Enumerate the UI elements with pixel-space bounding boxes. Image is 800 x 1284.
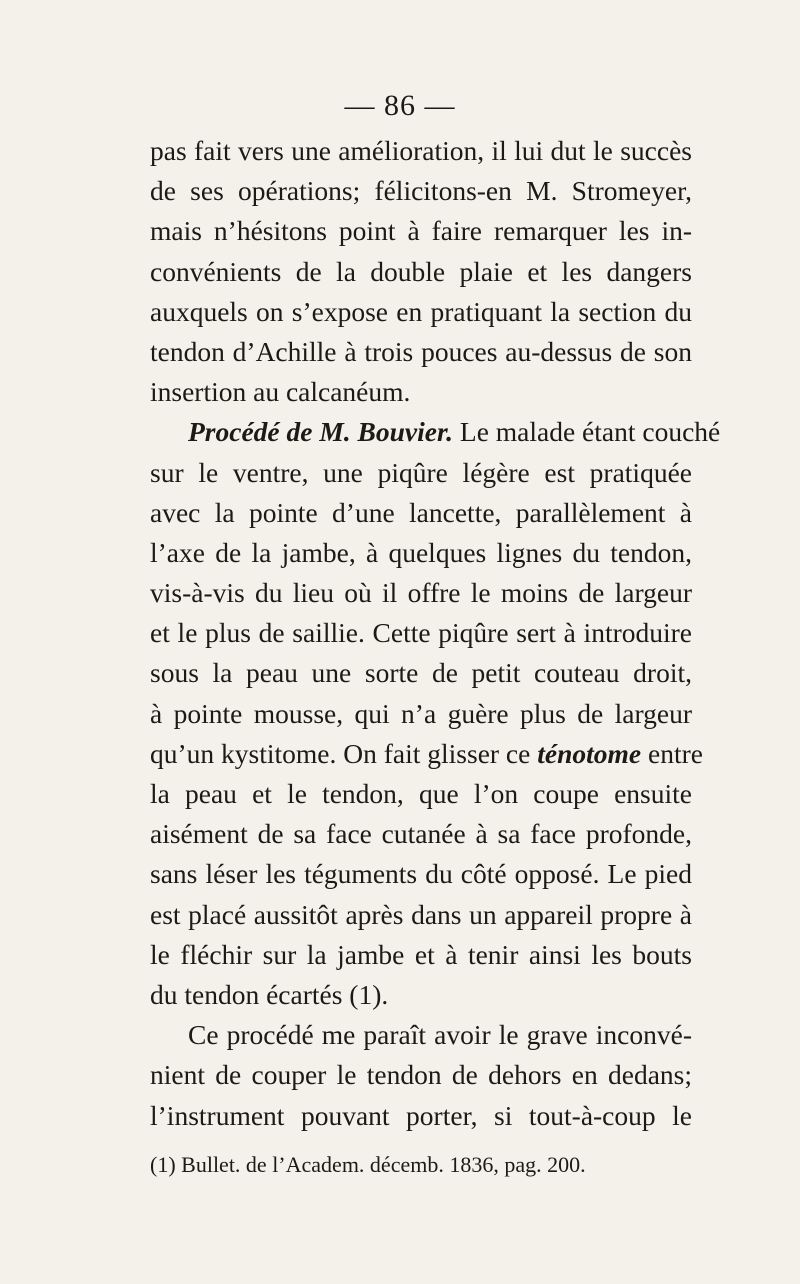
text-line: le fléchir sur la jambe et à tenir ainsi les bouts xyxy=(150,938,692,970)
text-line: l’instrument pouvant porter, si tout-à-coup le xyxy=(150,1099,692,1131)
text-line: mais n’hésitons point à faire remarquer les in- xyxy=(150,215,692,247)
text-line: aisément de sa face cutanée à sa face profonde, xyxy=(150,818,692,850)
tenotome-line-before: qu’un kystitome. On fait glisser ce xyxy=(150,737,538,769)
text-line: et le plus de saillie. Cette piqûre sert à introduire xyxy=(150,617,692,649)
footnote: (1) Bullet. de l’Academ. décemb. 1836, pag. 200. xyxy=(150,1152,586,1177)
text-line: sans léser les téguments du côté opposé. Le pied xyxy=(150,858,692,890)
text-line: du tendon écartés (1). xyxy=(150,978,389,1010)
tenotome-line xyxy=(150,734,703,774)
text-line: avec la pointe d’une lancette, parallèlement à xyxy=(150,496,692,528)
page-number: — 86 — xyxy=(344,89,456,122)
text-line: est placé aussitôt après dans un appareil propre à xyxy=(150,898,692,930)
text-line: convénients de la double plaie et les dangers xyxy=(150,255,692,287)
text-line: la peau et le tendon, que l’on coupe ensuite xyxy=(150,778,692,809)
text-line: l’axe de la jambe, à quelques lignes du tendon, xyxy=(150,536,692,568)
text-line: de ses opérations; félicitons-en M. Stromeyer, xyxy=(150,175,692,207)
text-line: Ce procédé me paraît avoir le grave inconvé- xyxy=(188,1019,692,1051)
text-line: vis-à-vis du lieu où il offre le moins de largeur xyxy=(150,577,692,609)
text-line: pas fait vers une amélioration, il lui dut le succès xyxy=(150,135,692,166)
text-line: insertion au calcanéum. xyxy=(150,376,411,408)
section-first-line-text: Le malade étant couché xyxy=(453,416,721,448)
text-line: à pointe mousse, qui n’a guère plus de largeur xyxy=(150,697,692,729)
text-line: sur le ventre, une piqûre légère est pratiquée xyxy=(150,456,692,488)
text-line: auxquels on s’expose en pratiquant la section du xyxy=(150,295,692,327)
text-line: sous la peau une sorte de petit couteau droit, xyxy=(150,657,692,689)
tenotome-word: ténotome xyxy=(537,737,642,769)
section-heading: Procédé de M. Bouvier. xyxy=(188,416,454,448)
text-line: nient de couper le tendon de dehors en dedans; xyxy=(150,1059,692,1091)
body-text xyxy=(150,131,721,1136)
section-first-line xyxy=(150,412,721,452)
text-line: tendon d’Achille à trois pouces au-dessus de son xyxy=(150,335,692,367)
tenotome-line-after: entre xyxy=(641,737,703,769)
